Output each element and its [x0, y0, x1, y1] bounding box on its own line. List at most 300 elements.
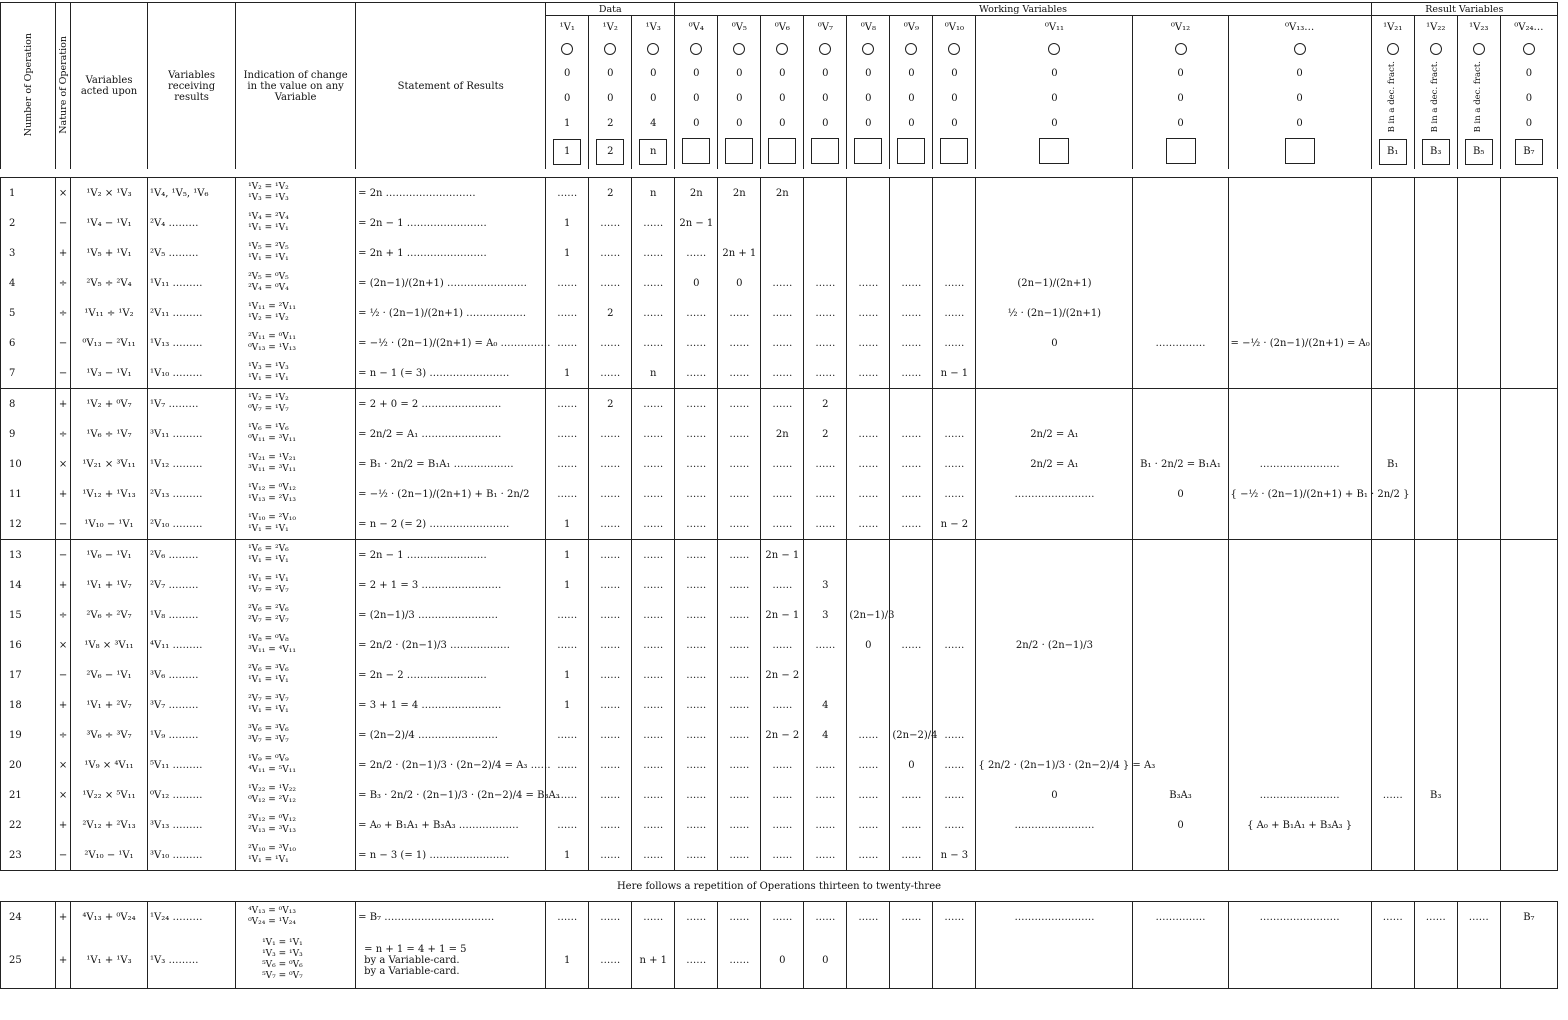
variable-value: …… [729, 954, 750, 966]
circle-icon [776, 43, 788, 55]
variable-value: B₃ [1430, 789, 1442, 801]
variable-value: 1 [564, 669, 571, 681]
table-row [1, 540, 1558, 571]
header-variables-receiving: Variables receiving results [168, 69, 216, 103]
circle-icon [690, 43, 702, 55]
statement-of-result: = 2n − 2 …………………… [358, 669, 487, 681]
variables-acted: ¹V₂ + ⁰V₇ [86, 398, 132, 410]
variables-acted: ²V₁₂ + ²V₁₃ [82, 819, 136, 831]
variable-value: …… [729, 911, 750, 923]
indication-line: ²V₆ = ²V₆ [248, 604, 289, 615]
variable-value: …… [1382, 911, 1403, 923]
indication-line: ³V₇ = ³V₇ [248, 735, 289, 746]
indication-line: ¹V₃ = ¹V₃ [262, 949, 303, 960]
circle-icon [1175, 43, 1187, 55]
variable-name: ⁰V₉ [903, 22, 919, 33]
variable-value: …… [944, 307, 965, 319]
variable-value: …… [858, 488, 879, 500]
variable-value: B₁ [1387, 458, 1399, 470]
variable-value: …… [901, 639, 922, 651]
variable-value: …… [643, 518, 664, 530]
variable-value: …………………… [1014, 819, 1095, 831]
table-row [1, 268, 1558, 298]
variable-value: …… [600, 699, 621, 711]
decimal-cell [1457, 61, 1500, 135]
variable-name: ⁰V₂₄… [1514, 22, 1544, 33]
variable-value: …… [600, 639, 621, 651]
variable-init2: 0 [607, 92, 614, 104]
operation-number: 1 [9, 187, 16, 199]
statement-of-result: = 2 + 0 = 2 …………………… [358, 398, 502, 410]
variables-receiving: ¹V₉ ……… [150, 729, 199, 741]
variable-value: …… [600, 549, 621, 561]
variables-receiving: ⁵V₁₁ ……… [150, 759, 203, 771]
variable-value: …… [643, 277, 664, 289]
variable-value: …… [600, 759, 621, 771]
variables-acted: ²V₆ − ¹V₁ [86, 669, 132, 681]
variable-value: …… [901, 458, 922, 470]
statement-of-result: = A₀ + B₁A₁ + B₃A₃ ……………… [358, 819, 519, 831]
indication-line: ²V₄ = ⁰V₄ [248, 283, 289, 294]
variable-init1: 0 [607, 67, 614, 79]
operation-sign: + [58, 247, 68, 259]
variable-value: …… [944, 729, 965, 741]
variable-value: …… [643, 819, 664, 831]
variable-value: …… [557, 458, 578, 470]
statement-of-result: = 2n − 1 …………………… [358, 549, 487, 561]
variable-value: …… [600, 954, 621, 966]
variables-receiving: ¹V₂₄ ……… [150, 911, 203, 923]
variable-card-box [897, 138, 925, 164]
variable-card-box: B₃ [1422, 139, 1450, 165]
variable-value: …… [686, 609, 707, 621]
variable-name: ¹V₂₂ [1426, 22, 1446, 33]
variable-init2: 0 [865, 92, 872, 104]
variable-card-box: B₁ [1379, 139, 1407, 165]
header-number-of-operation: Number of Operation [22, 33, 34, 137]
variables-acted: ¹V₂₁ × ³V₁₁ [82, 458, 136, 470]
circle-icon [604, 43, 616, 55]
variable-value: …………………… [1014, 911, 1095, 923]
table-row [1, 720, 1558, 750]
indication-line: ⁵V₆ = ⁰V₆ [262, 960, 303, 971]
col-indication [236, 3, 356, 170]
variables-receiving: ²V₆ ……… [150, 549, 199, 561]
variable-value: …… [557, 789, 578, 801]
variable-value: …… [815, 337, 836, 349]
indication-line: ¹V₁ = ¹V₁ [248, 705, 289, 716]
variable-name: ⁰V₆ [774, 22, 790, 33]
statement-of-result: = B₃ · 2n/2 · (2n−1)/3 · (2n−2)/4 = B₃A₃ [358, 789, 560, 801]
table-row [1, 840, 1558, 871]
variable-value: 2n − 2 [765, 669, 800, 681]
operation-number: 10 [9, 458, 22, 470]
variable-value: …… [772, 398, 793, 410]
decimal-fraction-label: B in a dec. fract. [1473, 61, 1484, 133]
operation-number: 9 [9, 428, 16, 440]
variables-receiving: ⁰V₁₂ ……… [150, 789, 203, 801]
variables-receiving: ³V₆ ……… [150, 669, 199, 681]
variable-value: …… [729, 729, 750, 741]
variable-value: …… [600, 669, 621, 681]
variable-value: 2 [822, 398, 829, 410]
indication-line: ¹V₂₂ = ¹V₂₂ [248, 784, 296, 795]
variable-value: 0 [908, 759, 915, 771]
variable-value: (2n−1)/3 [849, 609, 895, 621]
variable-value: …… [772, 367, 793, 379]
variable-value: …… [815, 819, 836, 831]
statement-of-result: = 2 + 1 = 3 …………………… [358, 579, 502, 591]
variables-receiving: ²V₁₁ ……… [150, 307, 203, 319]
variable-value: …… [901, 428, 922, 440]
variable-value: 0 [1525, 117, 1533, 129]
variable-value: …… [858, 759, 879, 771]
variable-value: …… [686, 337, 707, 349]
indication-line: ²V₁₁ = ⁰V₁₁ [248, 332, 296, 343]
operation-number: 16 [9, 639, 22, 651]
operation-sign: × [58, 639, 68, 651]
variable-value: …… [686, 729, 707, 741]
indication-line: ²V₁₂ = ⁰V₁₂ [248, 814, 296, 825]
statement-of-result: = −½ · (2n−1)/(2n+1) + B₁ · 2n/2 [358, 488, 530, 500]
variable-value: 0 [1177, 488, 1184, 500]
variable-init1: 0 [951, 67, 958, 79]
variable-value: 0 [779, 117, 786, 129]
operation-sign: − [58, 549, 68, 561]
variable-value: …… [729, 819, 750, 831]
variable-init1: 0 [736, 67, 743, 79]
variable-value: …………………… [1259, 911, 1340, 923]
circle-icon [1473, 43, 1485, 55]
variable-value: …… [772, 759, 793, 771]
variable-value: 2n [732, 187, 746, 199]
group-data: Data [598, 3, 622, 15]
indication-line: ²V₁₃ = ³V₁₃ [248, 825, 296, 836]
variable-value: 0 [1296, 117, 1303, 129]
variable-value: …… [643, 579, 664, 591]
variable-value: 0 [779, 954, 786, 966]
variables-receiving: ¹V₁₀ ……… [150, 367, 203, 379]
operation-number: 21 [9, 789, 22, 801]
variable-value: …… [815, 488, 836, 500]
variable-value: 1 [564, 518, 571, 530]
operation-number: 7 [9, 367, 16, 379]
table-row [1, 570, 1558, 600]
variable-value: …… [729, 609, 750, 621]
col-number [1, 3, 56, 170]
variable-value: 2n/2 = A₁ [1030, 458, 1079, 470]
variable-value: …… [901, 307, 922, 319]
operation-number: 11 [9, 488, 22, 500]
variable-value: …… [643, 911, 664, 923]
variable-value: …… [643, 759, 664, 771]
variable-value: 2 [607, 187, 614, 199]
variables-acted: ¹V₄ − ¹V₁ [86, 217, 132, 229]
operation-sign: × [58, 759, 68, 771]
statement-of-result: = 2n + 1 …………………… [358, 247, 487, 259]
variable-value: …… [557, 398, 578, 410]
variable-value: …… [600, 518, 621, 530]
variable-value: …… [815, 277, 836, 289]
variable-value: …… [643, 337, 664, 349]
statement-of-result: by a Variable-card. [364, 954, 460, 966]
variable-value: …… [686, 307, 707, 319]
variable-init1: 0 [1296, 67, 1303, 79]
variable-value: …… [600, 849, 621, 861]
operation-number: 18 [9, 699, 22, 711]
table-row [1, 690, 1558, 720]
variable-value: …… [729, 428, 750, 440]
indication-line: ¹V₁ = ¹V₁ [262, 938, 303, 949]
variable-value: …… [858, 819, 879, 831]
variable-value: …… [815, 518, 836, 530]
variable-card-box [811, 138, 839, 164]
variable-value: 2n [689, 187, 703, 199]
variable-value: = −½ · (2n−1)/(2n+1) = A₀ [1230, 337, 1370, 349]
circle-icon [561, 43, 573, 55]
variable-value: …… [643, 729, 664, 741]
circle-icon [1430, 43, 1442, 55]
variables-acted: ¹V₂ × ¹V₃ [86, 187, 132, 199]
variable-value: …… [858, 307, 879, 319]
indication-line: ¹V₁ = ¹V₁ [248, 675, 289, 686]
variable-value: …… [729, 699, 750, 711]
variable-value: …… [600, 789, 621, 801]
variables-receiving: ¹V₁₂ ……… [150, 458, 203, 470]
variable-value: …… [600, 367, 621, 379]
header-statement-of-results: Statement of Results [397, 80, 504, 92]
variable-value: 2n [775, 428, 789, 440]
indication-line: ⁴V₁₁ = ⁵V₁₁ [248, 765, 296, 776]
variable-value: …… [901, 911, 922, 923]
table-row [1, 810, 1558, 840]
indication-line: ¹V₄ = ²V₄ [248, 212, 289, 223]
variable-value: …… [901, 488, 922, 500]
indication-line: ¹V₃ = ¹V₃ [248, 362, 289, 373]
variable-init2: 0 [693, 92, 700, 104]
variable-init2: 0 [650, 92, 657, 104]
variables-receiving: ³V₁₃ ……… [150, 819, 203, 831]
statement-of-result: = (2n−1)/(2n+1) …………………… [358, 277, 527, 289]
variable-value: …… [643, 398, 664, 410]
operation-sign: + [58, 488, 68, 500]
variable-value: …… [729, 398, 750, 410]
variable-name: ¹V₂₁ [1383, 22, 1403, 33]
variable-init1: 0 [1525, 67, 1533, 79]
statement-of-result: = −½ · (2n−1)/(2n+1) = A₀ …………… [358, 337, 551, 349]
variable-value: …… [944, 911, 965, 923]
operation-sign: − [58, 217, 68, 229]
operation-number: 5 [9, 307, 16, 319]
operation-number: 8 [9, 398, 16, 410]
operation-number: 6 [9, 337, 16, 349]
statement-of-result: = (2n−2)/4 …………………… [358, 729, 498, 741]
group-working-cell [675, 3, 1371, 16]
group-working: Working Variables [979, 3, 1067, 15]
variable-value: …… [600, 609, 621, 621]
circle-icon [905, 43, 917, 55]
indication-line: ¹V₁₁ = ²V₁₁ [248, 302, 296, 313]
operation-number: 19 [9, 729, 22, 741]
variable-value: 1 [564, 954, 571, 966]
variable-init1: 0 [908, 67, 915, 79]
variable-value: …… [686, 488, 707, 500]
indication-line: ¹V₁ = ¹V₁ [248, 223, 289, 234]
variable-value: 0 [865, 117, 872, 129]
variable-value: …… [901, 849, 922, 861]
variable-value: B₇ [1523, 911, 1535, 923]
variable-card-box: B₇ [1515, 139, 1543, 165]
variable-value: …… [557, 609, 578, 621]
operation-sign: ÷ [58, 307, 68, 319]
variable-value: 1 [564, 217, 571, 229]
operation-sign: ÷ [58, 428, 68, 440]
variable-value: …… [1425, 911, 1446, 923]
indication-line: ¹V₂ = ¹V₂ [248, 393, 289, 404]
variable-value: …… [772, 699, 793, 711]
variable-value: …… [686, 954, 707, 966]
operation-number: 14 [9, 579, 22, 591]
variable-value: …… [858, 277, 879, 289]
variable-value: …… [729, 759, 750, 771]
variables-acted: ²V₁₀ − ¹V₁ [84, 849, 134, 861]
variable-value: …… [772, 307, 793, 319]
variable-value: …… [772, 518, 793, 530]
variable-value: …… [686, 639, 707, 651]
statement-of-result: = (2n−1)/3 …………………… [358, 609, 498, 621]
operation-sign: + [58, 911, 68, 923]
operation-number: 20 [9, 759, 22, 771]
variable-value: …… [557, 488, 578, 500]
statement-of-result: = n − 3 (= 1) …………………… [358, 849, 510, 861]
variable-value: …… [686, 518, 707, 530]
table-row [1, 328, 1558, 358]
indication-line: ⁰V₁₁ = ³V₁₁ [248, 434, 296, 445]
variable-value: …… [901, 819, 922, 831]
variable-value: 4 [650, 117, 657, 129]
variable-init2: 0 [1177, 92, 1184, 104]
variable-value: …… [686, 367, 707, 379]
variable-value: …………………… [1014, 488, 1095, 500]
variable-value: …… [772, 819, 793, 831]
variables-acted: ¹V₉ × ⁴V₁₁ [84, 759, 134, 771]
variable-value: …… [815, 307, 836, 319]
variable-value: 2n/2 · (2n−1)/3 [1015, 639, 1094, 651]
statement-of-result: = 2n/2 · (2n−1)/3 ……………… [358, 639, 511, 651]
variable-value: …… [643, 789, 664, 801]
indication-line: ¹V₁₃ = ²V₁₃ [248, 494, 296, 505]
variable-value: 0 [822, 954, 829, 966]
variable-value: …… [901, 789, 922, 801]
variable-value: …… [600, 819, 621, 831]
variable-value: …… [686, 669, 707, 681]
variables-receiving: ¹V₄, ¹V₅, ¹V₆ [150, 187, 209, 199]
variable-value: …… [643, 307, 664, 319]
circle-icon [1387, 43, 1399, 55]
indication-line: ¹V₁ = ¹V₁ [248, 555, 289, 566]
variable-name: ⁰V₅ [731, 22, 747, 33]
header-nature-of-operation: Nature of Operation [58, 35, 70, 134]
statement-of-result: = B₁ · 2n/2 = B₁A₁ ……………… [358, 458, 514, 470]
variable-name: ¹V₂₃ [1469, 22, 1489, 33]
statement-of-result: = 2n/2 = A₁ …………………… [358, 428, 502, 440]
table-row [1, 389, 1558, 420]
operation-sign: + [58, 579, 68, 591]
variable-name: ⁰V₇ [817, 22, 833, 33]
variable-name: ¹V₂ [602, 22, 618, 33]
col-nature [56, 3, 71, 170]
variable-value: 2 [607, 398, 614, 410]
variable-value: 0 [908, 117, 915, 129]
variable-value: …… [686, 428, 707, 440]
indication-line: ⁰V₁₃ = ¹V₁₃ [248, 343, 296, 354]
variable-init1: 0 [650, 67, 657, 79]
variable-value: 0 [1051, 337, 1058, 349]
table-row [1, 630, 1558, 660]
variables-acted: ¹V₁₁ ÷ ¹V₂ [84, 307, 134, 319]
statement-of-result: = n + 1 = 4 + 1 = 5 [364, 943, 467, 955]
circle-icon [1294, 43, 1306, 55]
variable-value: …………………… [1259, 789, 1340, 801]
indication-line: ¹V₂₁ = ¹V₂₁ [248, 453, 296, 464]
variable-value: …… [815, 458, 836, 470]
circle-icon [862, 43, 874, 55]
variable-value: …… [815, 367, 836, 379]
table-row [1, 479, 1558, 509]
variable-value: …… [686, 849, 707, 861]
variable-value: 2n − 1 [765, 609, 800, 621]
table-row [1, 358, 1558, 389]
variable-value: …… [944, 458, 965, 470]
variable-card-box: 2 [596, 139, 624, 165]
variable-value: …………… [1155, 911, 1206, 923]
statement-of-result: by a Variable-card. [364, 965, 460, 977]
variable-name: ¹V₁ [559, 22, 575, 33]
variable-value: …… [643, 488, 664, 500]
variable-value: n [650, 367, 657, 379]
variable-value: …… [729, 549, 750, 561]
variable-value: …… [643, 699, 664, 711]
variable-init1: 0 [564, 67, 571, 79]
variable-value: …… [858, 367, 879, 379]
variable-value: …… [557, 639, 578, 651]
variables-receiving: ³V₁₀ ……… [150, 849, 203, 861]
variables-acted: ¹V₁ + ¹V₇ [86, 579, 132, 591]
variable-value: 3 [822, 579, 829, 591]
circle-icon [733, 43, 745, 55]
variables-acted: ¹V₁ + ¹V₃ [86, 954, 132, 966]
variable-value: …… [600, 488, 621, 500]
variable-value: …… [557, 729, 578, 741]
circle-icon [819, 43, 831, 55]
indication-line: ²V₅ = ⁰V₅ [248, 272, 289, 283]
variable-value: 2 [607, 117, 614, 129]
variable-value: …… [944, 639, 965, 651]
statement-of-result: = ½ · (2n−1)/(2n+1) ……………… [358, 307, 527, 319]
variable-value: …… [643, 849, 664, 861]
variable-value: n − 3 [940, 849, 969, 861]
table-row [1, 419, 1558, 449]
variable-value: …… [686, 458, 707, 470]
variable-value: n [650, 187, 657, 199]
variable-value: …… [600, 729, 621, 741]
indication-line: ³V₁₁ = ⁴V₁₁ [248, 645, 296, 656]
group-result-cell [1371, 3, 1557, 16]
variable-value: …… [772, 849, 793, 861]
variable-value: …… [772, 458, 793, 470]
statement-of-result: = n − 2 (= 2) …………………… [358, 518, 510, 530]
operation-sign: − [58, 849, 68, 861]
